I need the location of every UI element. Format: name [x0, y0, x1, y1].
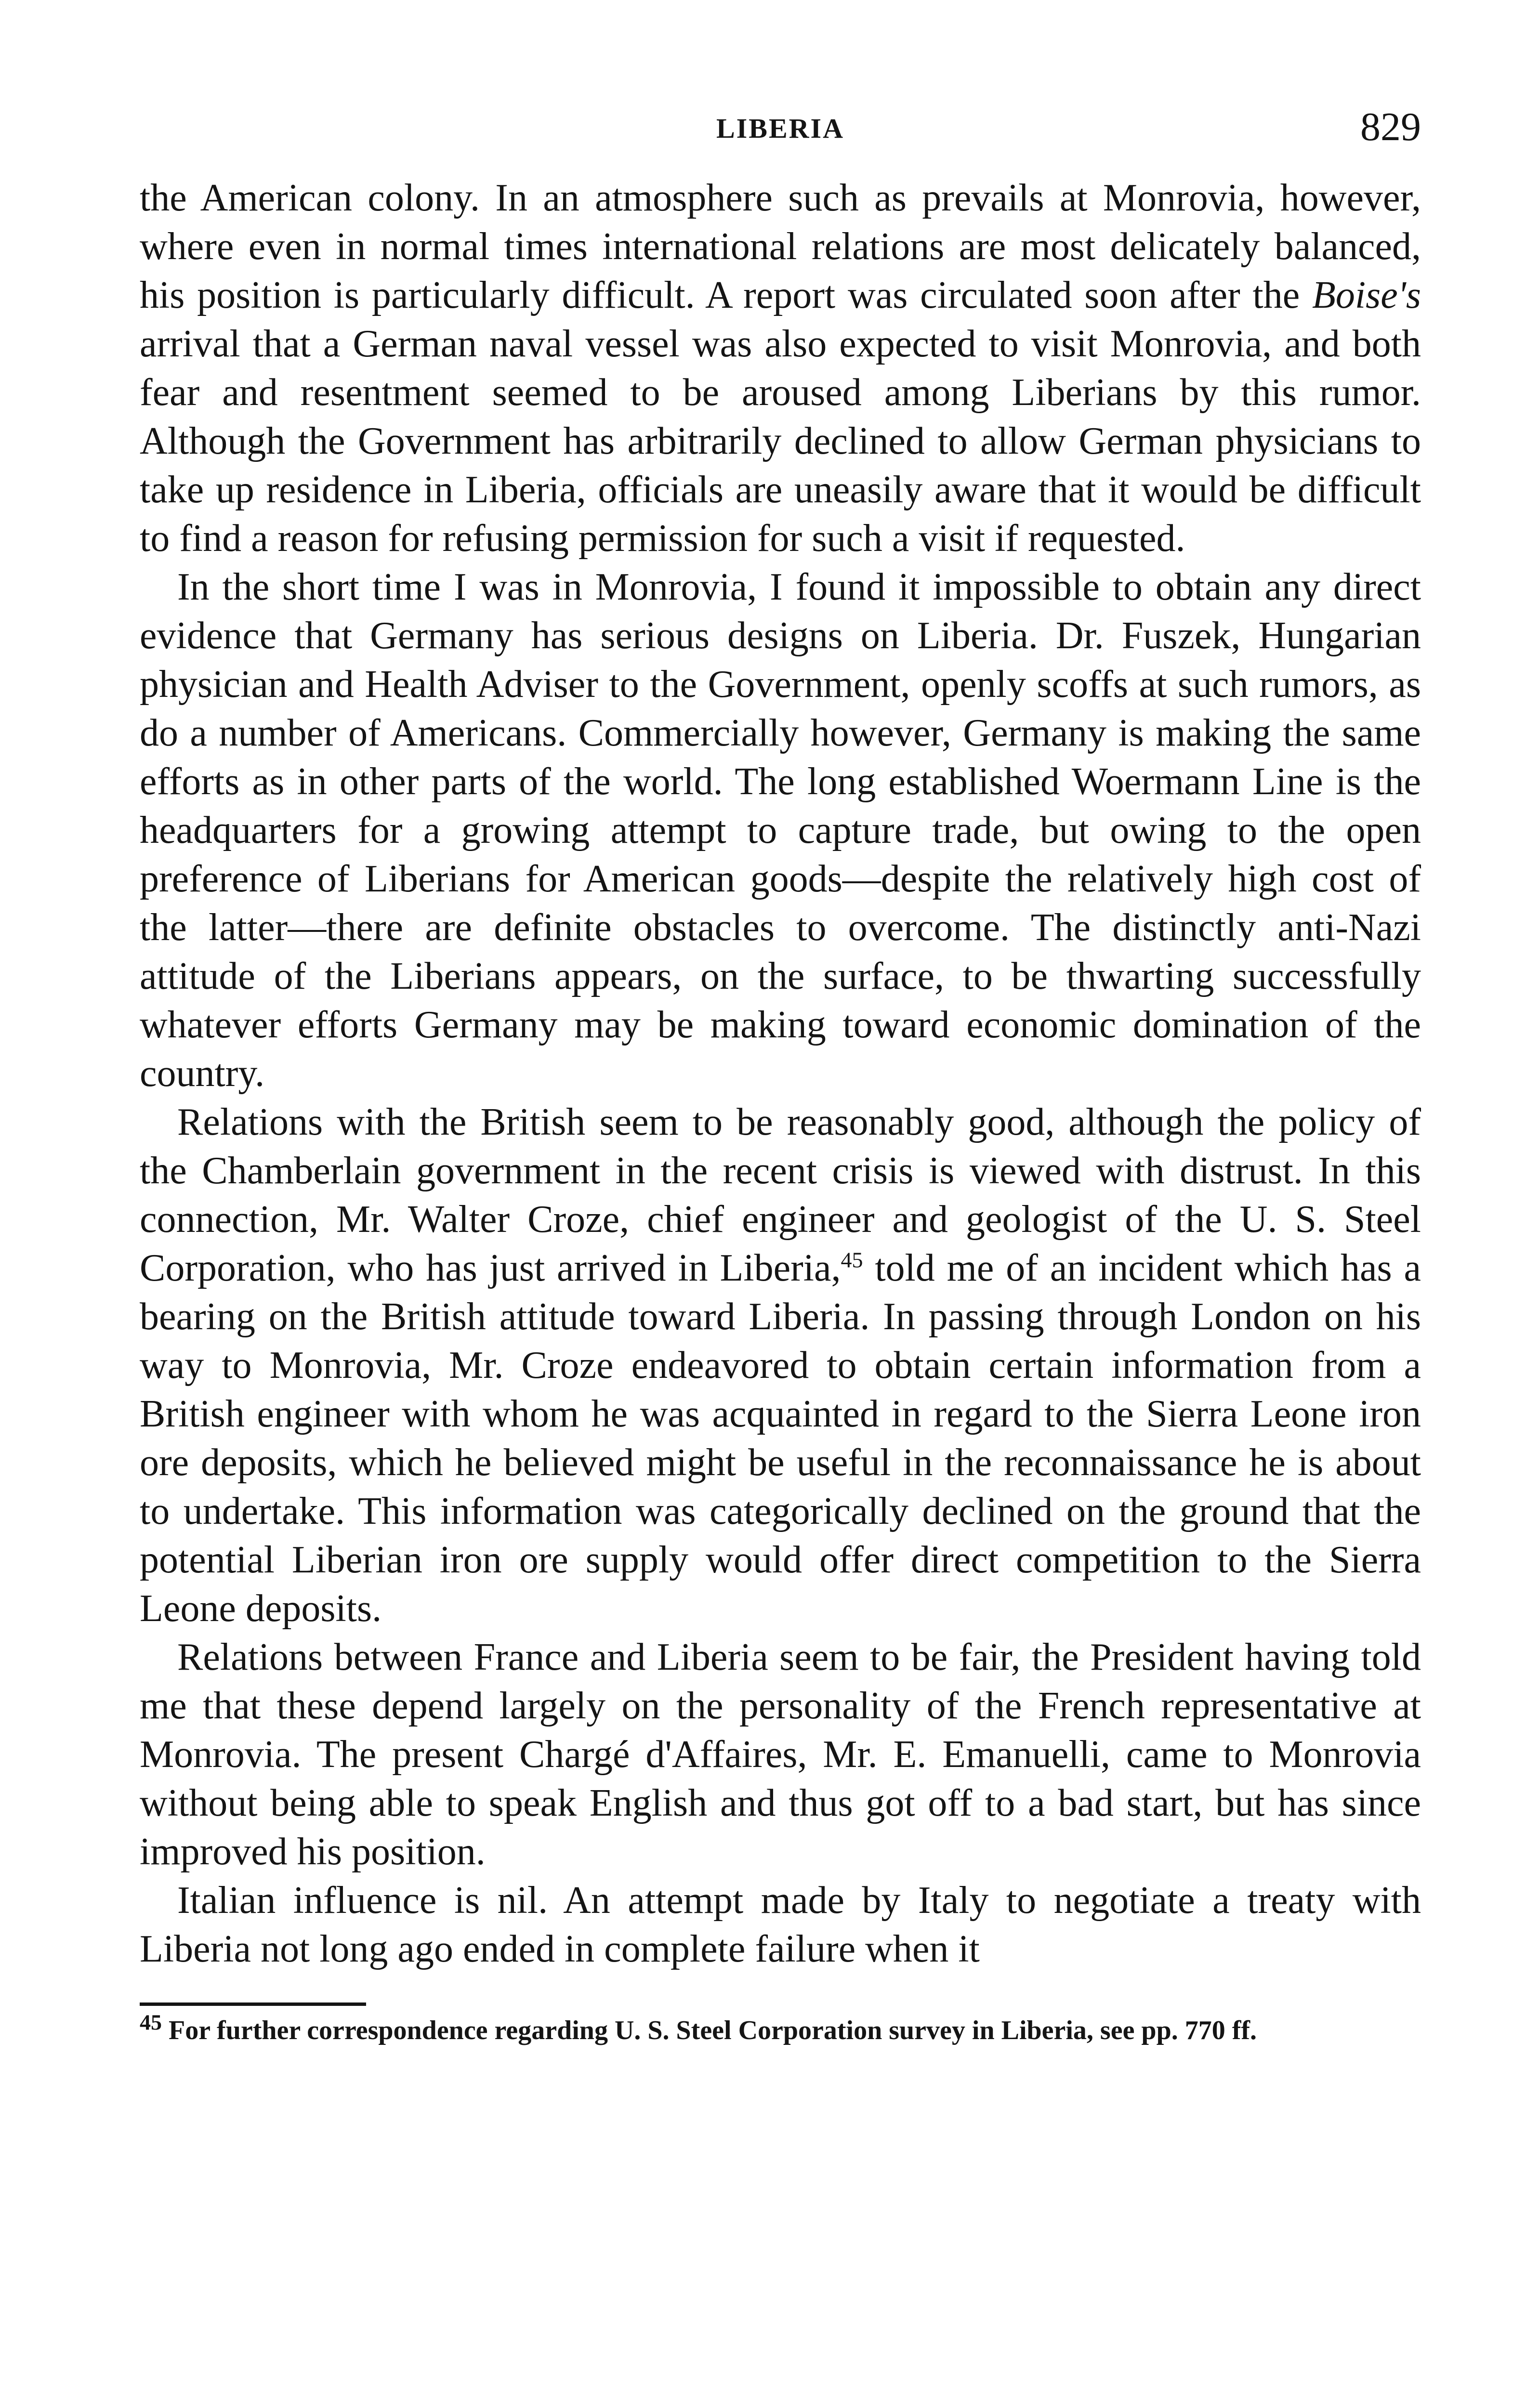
body-text: [140, 174, 1421, 1974]
paragraph-3-text-b: told me of an incident which has a bearing on the British attitude toward Liberia. In passing through London on his way to Monrovia, Mr. Croze endeavored to obtain certain information from a British engineer with whom he was acquainted in regard to the Sierra Leone iron ore deposits, which he believed might be useful in the reconnaissance he is about to undertake. This information was categorically declined on the ground that the potential Liberian iron ore supply would offer direct competition to the Sierra Leone deposits.: [140, 1247, 1421, 1630]
running-head: LIBERIA: [716, 113, 844, 144]
paragraph-4: Relations between France and Liberia seem to be fair, the President having told me that these depend largely on the personality of the French representative at Monrovia. The present Chargé d'Affaires, Mr. E. Emanuelli, came to Monrovia without being able to speak English and thus got off to a bad start, but has since improved his position.: [140, 1636, 1421, 1873]
ship-name-italic: Boise's: [1312, 274, 1421, 316]
paragraph-1-text-b: arrival that a German naval vessel was also expected to visit Monrovia, and both fear and resentment seemed to be aroused among Liberians by this rumor. Although the Government has arbitrarily declined to allow German physicians to take up residence in Liberia, officials are uneasily aware that it would be difficult to find a reason for refusing permission for such a visit if requested.: [140, 323, 1421, 560]
page-header: [140, 104, 1421, 157]
footnote: [140, 2010, 1421, 2046]
paragraph-2: In the short time I was in Monrovia, I found it impossible to obtain any direct evidence that Germany has serious designs on Liberia. Dr. Fuszek, Hungarian physician and Health Adviser to the Government, openly scoffs at such rumors, as do a number of Americans. Commercially however, Germany is making the same efforts as in other parts of the world. The long established Woermann Line is the headquarters for a growing attempt to capture trade, but owing to the open preference of Liberians for American goods—despite the relatively high cost of the latter—there are definite obstacles to overcome. The distinctly anti-Nazi attitude of the Liberians appears, on the surface, to be thwarting successfully whatever efforts Germany may be making toward economic domination of the country.: [140, 566, 1421, 1095]
paragraph-5: Italian influence is nil. An attempt made by Italy to negotiate a treaty with Liberia not long ago ended in complete failure when it: [140, 1879, 1421, 1970]
footnote-separator: [140, 2002, 366, 2006]
footnote-reference: 45: [841, 1247, 863, 1272]
paragraph-3-text-a: Relations with the British seem to be reasonably good, although the policy of the Chamberlain government in the recent crisis is viewed with distrust. In this connection, Mr. Walter Croze, chief engineer and geologist of the U. S. Steel Corporation, who has just arrived in Liberia,: [140, 1101, 1421, 1289]
document-page: [140, 104, 1421, 2367]
paragraph-3: [140, 1098, 1421, 1633]
footnote-text: For further correspondence regarding U. S. Steel Corporation survey in Liberia, see pp. 770 ff.: [162, 2015, 1257, 2045]
page-number: 829: [1360, 105, 1421, 149]
paragraph-1-text-a: the American colony. In an atmosphere such as prevails at Monrovia, however, where even in normal times international relations are most delicately balanced, his position is particularly difficult. A report was circulated soon after the: [140, 177, 1421, 316]
paragraph-1: [140, 174, 1421, 563]
footnote-marker: 45: [140, 2010, 162, 2035]
